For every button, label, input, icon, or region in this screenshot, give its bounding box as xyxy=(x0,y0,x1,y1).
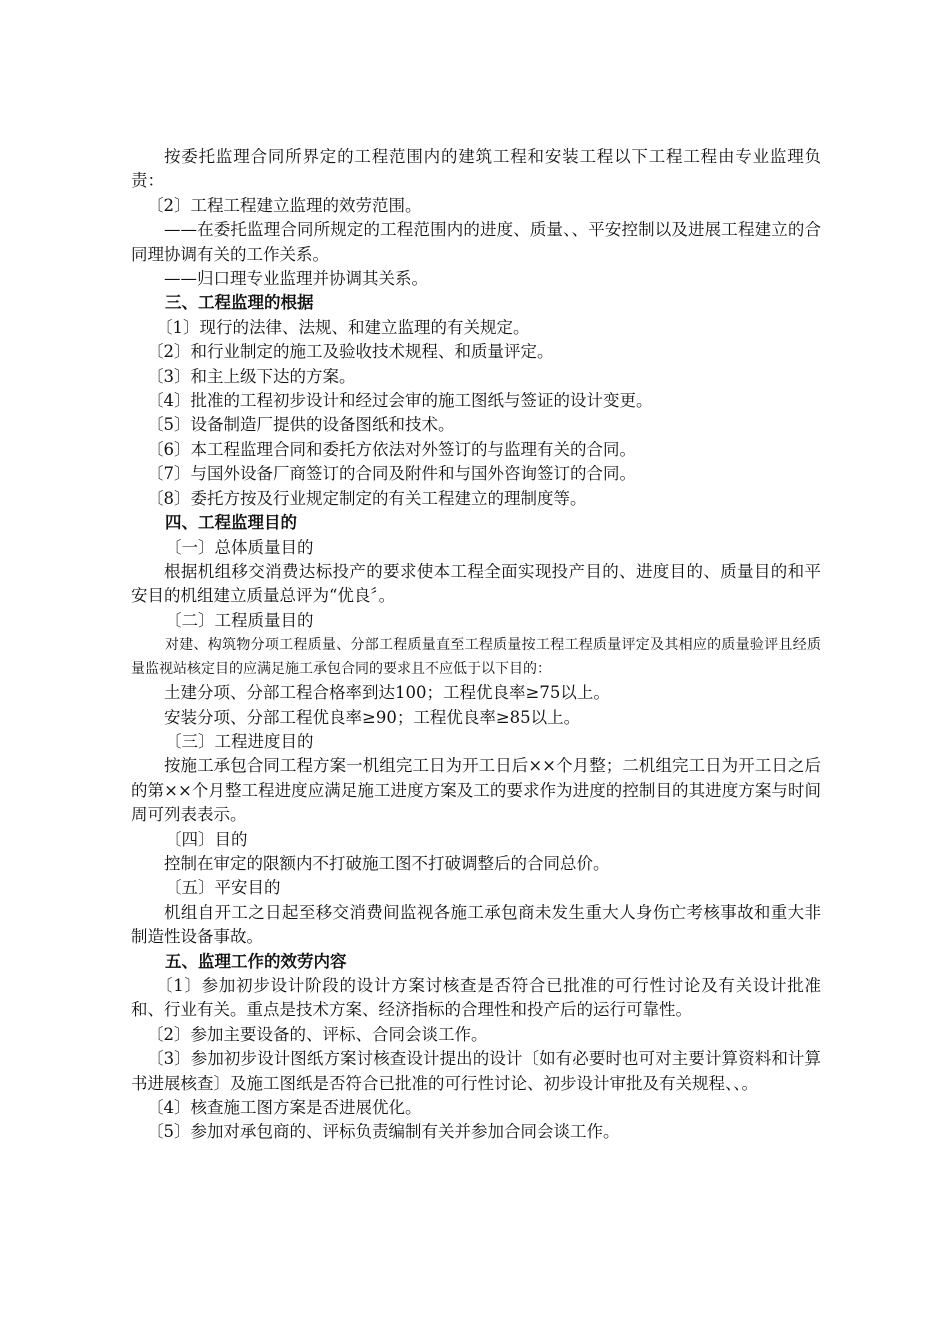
paragraph-cost: 控制在审定的限额内不打破施工图不打破调整后的合同总价。 xyxy=(164,853,610,873)
paragraph-overall-quality: 根据机组移交消费达标投产的要求使本工程全面实现投产目的、进度目的、质量目的和平安目的机组建立质量总评为“优良〞。 xyxy=(131,561,821,606)
section-heading-4: 四、工程监理目的 xyxy=(165,513,297,533)
paragraph-scope-intro: 按委托监理合同所界定的工程范围内的建筑工程和安装工程以下工程工程由专业监理负责： xyxy=(131,147,821,191)
paragraph-dash-coordination: ——归口理专业监理并协调其关系。 xyxy=(164,269,428,289)
list-item-2-service-scope: 〔2〕工程工程建立监理的效劳范围。 xyxy=(147,195,422,215)
paragraph-progress: 按施工承包合同工程方案一机组完工日为开工日后××个月整；二机组完工日为开工日之后的第××个月整工程进度应满足施工进度方案及工的要求作为进度的控制目的其进度方案与时间周可列表表示。 xyxy=(131,756,821,825)
list-item-basis-4: 〔4〕批准的工程初步设计和经过会审的施工图纸与签证的设计变更。 xyxy=(147,391,653,411)
list-item-service-5: 〔5〕参加对承包商的、评标负责编制有关并参加合同会谈工作。 xyxy=(147,1122,620,1142)
paragraph-quality-evaluation: 对建、构筑物分项工程质量、分部工程质量直至工程质量按工程工程质量评定及其相应的质量验评且经质量监视站核定目的应满足施工承包合同的要求且不应低于以下目的： xyxy=(131,637,821,678)
subheading-overall-quality: 〔一〕总体质量目的 xyxy=(165,537,314,557)
section-heading-3: 三、工程监理的根据 xyxy=(165,293,314,313)
section-heading-5: 五、监理工作的效劳内容 xyxy=(165,951,347,971)
subheading-cost: 〔四〕目的 xyxy=(165,829,248,849)
list-item-basis-5: 〔5〕设备制造厂提供的设备图纸和技术。 xyxy=(147,415,455,435)
list-item-service-4: 〔4〕核查施工图方案是否进展优化。 xyxy=(147,1098,422,1118)
subheading-safety: 〔五〕平安目的 xyxy=(165,878,281,898)
list-item-service-3: 〔3〕参加初步设计图纸方案讨核查设计提出的设计〔如有必要时也可对主要计算资料和计算书进展核查〕及施工图纸是否符合已批准的可行性讨论、初步设计审批及有关规程、、。 xyxy=(131,1049,821,1093)
paragraph-safety: 机组自开工之日起至移交消费间监视各施工承包商未发生重大人身伤亡考核事故和重大非制造性设备事故。 xyxy=(131,902,821,947)
list-item-basis-6: 〔6〕本工程监理合同和委托方依法对外签订的与监理有关的合同。 xyxy=(147,439,636,459)
subheading-progress: 〔三〕工程进度目的 xyxy=(165,731,314,751)
subheading-engineering-quality: 〔二〕工程质量目的 xyxy=(165,610,314,630)
paragraph-dash-control: ——在委托监理合同所规定的工程范围内的进度、质量、、平安控制以及进展工程建立的合同理协调有关的工作关系。 xyxy=(131,220,821,264)
list-item-basis-1: 〔1〕现行的法律、法规、和建立监理的有关规定。 xyxy=(156,317,530,337)
list-item-basis-2: 〔2〕和行业制定的施工及验收技术规程、和质量评定。 xyxy=(147,342,554,362)
list-item-service-1: 〔1〕参加初步设计阶段的设计方案讨核查是否符合已批准的可行性讨论及有关设计批准和、行业有关。重点是技术方案、经济指标的合理性和投产后的运行可靠性。 xyxy=(131,976,821,1020)
paragraph-install-target: 安装分项、分部工程优良率≥90；工程优良率≥85以上。 xyxy=(164,707,581,727)
document-body xyxy=(131,145,821,1145)
paragraph-civil-target: 土建分项、分部工程合格率到达100；工程优良率≥75以上。 xyxy=(164,683,610,703)
list-item-basis-7: 〔7〕与国外设备厂商签订的合同及附件和与国外咨询签订的合同。 xyxy=(147,464,636,484)
list-item-service-2: 〔2〕参加主要设备的、评标、合同会谈工作。 xyxy=(147,1024,488,1044)
list-item-basis-3: 〔3〕和主上级下达的方案。 xyxy=(147,366,356,386)
list-item-basis-8: 〔8〕委托方按及行业规定制定的有关工程建立的理制度等。 xyxy=(147,488,587,508)
